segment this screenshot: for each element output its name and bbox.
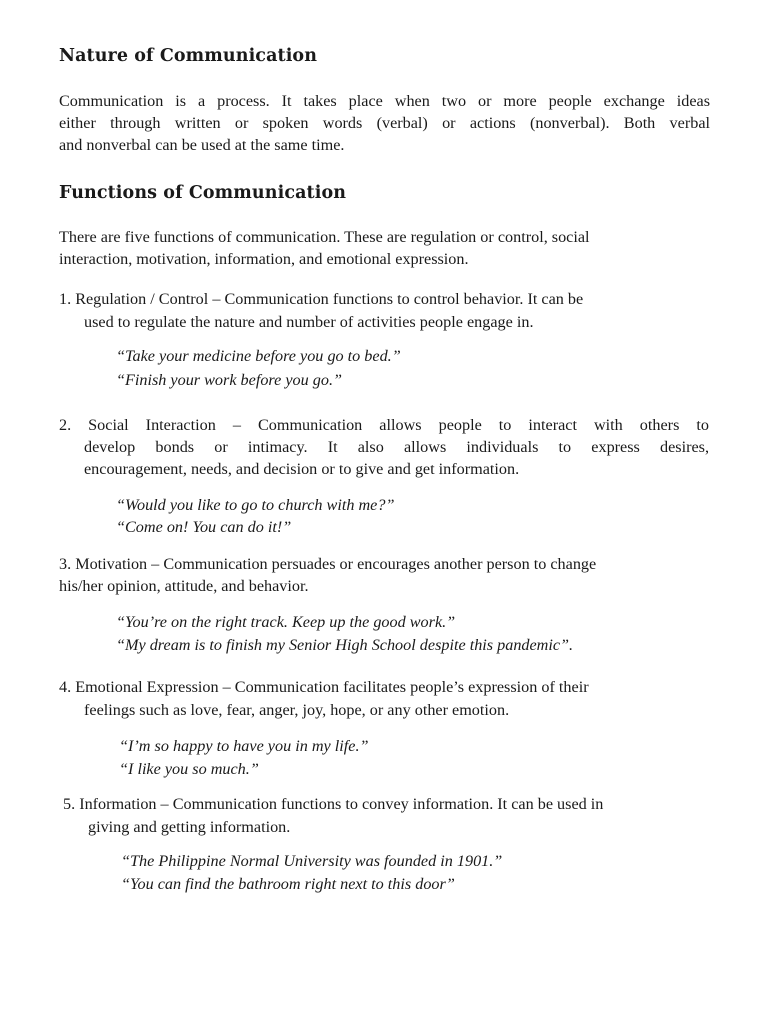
item-3-line-2: his/her opinion, attitude, and behavior. xyxy=(59,577,309,595)
item-2-line-2: develop bonds or intimacy. It also allows individuals to express desires, xyxy=(84,438,709,456)
intro-line-2: interaction, motivation, information, and emotional expression. xyxy=(59,250,469,268)
item-1-quote-2: “Finish your work before you go.” xyxy=(116,371,343,389)
item-4-line-1: 4. Emotional Expression – Communication facilitates people’s expression of their xyxy=(59,678,589,696)
item-3-quote-1: “You’re on the right track. Keep up the good work.” xyxy=(116,613,456,631)
item-2-line-3: encouragement, needs, and decision or to give and get information. xyxy=(84,460,520,478)
heading-functions: Functions of Communication xyxy=(59,183,347,203)
intro-line-1: There are five functions of communication. These are regulation or control, social xyxy=(59,228,590,246)
item-4-quote-2: “I like you so much.” xyxy=(119,760,259,778)
item-4-line-2: feelings such as love, fear, anger, joy, hope, or any other emotion. xyxy=(84,701,510,719)
item-1-quote-1: “Take your medicine before you go to bed.” xyxy=(116,347,401,365)
item-1-line-1: 1. Regulation / Control – Communication functions to control behavior. It can be xyxy=(59,290,584,308)
item-5-line-1: 5. Information – Communication functions to convey information. It can be used in xyxy=(63,795,604,813)
nature-line-2: either through written or spoken words (verbal) or actions (nonverbal). Both verbal xyxy=(59,114,710,132)
nature-line-3: and nonverbal can be used at the same time. xyxy=(59,136,345,154)
item-5-quote-1: “The Philippine Normal University was founded in 1901.” xyxy=(121,852,503,870)
heading-nature: Nature of Communication xyxy=(59,46,318,66)
item-2-quote-2: “Come on! You can do it!” xyxy=(116,518,292,536)
item-2-line-1: 2. Social Interaction – Communication allows people to interact with others to xyxy=(59,416,709,434)
nature-line-1: Communication is a process. It takes place when two or more people exchange ideas xyxy=(59,92,710,110)
item-2-quote-1: “Would you like to go to church with me?” xyxy=(116,496,395,514)
item-1-line-2: used to regulate the nature and number of activities people engage in. xyxy=(84,313,534,331)
item-5-quote-2: “You can find the bathroom right next to this door” xyxy=(121,875,455,893)
item-3-quote-2: “My dream is to finish my Senior High School despite this pandemic”. xyxy=(116,636,574,654)
item-5-line-2: giving and getting information. xyxy=(88,818,291,836)
item-3-line-1: 3. Motivation – Communication persuades or encourages another person to change xyxy=(59,555,597,573)
item-4-quote-1: “I’m so happy to have you in my life.” xyxy=(119,737,369,755)
